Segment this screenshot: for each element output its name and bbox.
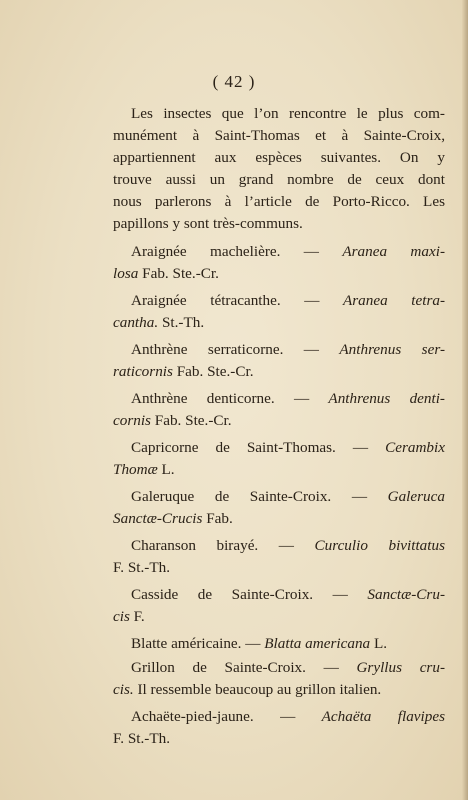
latin-name: cis. — [113, 681, 134, 698]
entry-line-2 — [113, 557, 445, 579]
common-name: Charanson birayé. — — [131, 537, 315, 554]
authority: L. — [157, 461, 175, 478]
latin-name: Gryllus cru- — [356, 659, 445, 676]
intro-line: munément à Saint-Thomas et à Sainte-Croix, — [113, 127, 445, 144]
species-entry — [113, 584, 445, 628]
common-name: Grillon de Sainte-Croix. — — [131, 659, 357, 676]
latin-name: Anthrenus ser- — [339, 341, 446, 358]
authority: F. St.-Th. — [113, 730, 171, 747]
authority: Fab. — [202, 510, 233, 527]
entry-line-1 — [113, 584, 445, 606]
species-entry — [113, 339, 445, 383]
entry-line-1 — [113, 486, 445, 508]
entry-line-1 — [113, 437, 445, 459]
latin-name: Galeruca — [387, 488, 445, 505]
entry-line-2 — [113, 508, 445, 530]
page-edge — [462, 0, 468, 800]
entry-line-2 — [113, 361, 445, 383]
entry-line-2 — [113, 606, 445, 628]
species-list — [113, 241, 445, 750]
latin-name: raticornis — [113, 363, 173, 380]
latin-name: cantha. — [113, 314, 159, 331]
latin-name: Sanctæ-Crucis — [113, 510, 203, 527]
authority: L. — [370, 635, 388, 652]
latin-name: Cerambix — [385, 439, 445, 456]
latin-name: Curculio bivittatus — [314, 537, 446, 554]
latin-name: Achaëta flavipes — [321, 708, 445, 725]
entry-line-1 — [113, 657, 445, 679]
common-name: Anthrène serraticorne. — — [131, 341, 340, 358]
latin-name: Blatta americana — [264, 635, 371, 652]
common-name: Araignée machelière. — — [131, 243, 343, 260]
latin-name: Thomæ — [113, 461, 158, 478]
entry-line-1 — [113, 633, 445, 655]
latin-name: Sanctæ-Cru- — [367, 586, 445, 603]
intro-line: trouve aussi un grand nombre de ceux dont — [113, 171, 445, 188]
entry-line-2 — [113, 410, 445, 432]
authority: F. — [129, 608, 145, 625]
latin-name: Anthrenus denti- — [328, 390, 445, 407]
species-entry — [113, 706, 445, 750]
species-entry — [113, 388, 445, 432]
entry-line-2 — [113, 459, 445, 481]
intro-line: appartiennent aux espèces suivantes. On y — [113, 149, 445, 166]
page-number: ( 42 ) — [212, 72, 256, 91]
latin-name: cis — [113, 608, 130, 625]
common-name: Blatte américaine. — — [131, 635, 265, 652]
entry-line-1 — [113, 339, 445, 361]
page-content — [113, 103, 445, 755]
latin-name: Aranea tetra- — [342, 292, 446, 309]
entry-line-1 — [113, 706, 445, 728]
species-entry — [113, 486, 445, 530]
intro-line: papillons y sont très-communs. — [113, 215, 303, 232]
latin-name: losa — [113, 265, 139, 282]
entry-line-1 — [113, 241, 445, 263]
intro-line: nous parlerons à l’article de Porto-Ricco. Les — [113, 193, 445, 210]
authority: St.-Th. — [158, 314, 205, 331]
species-entry — [113, 437, 445, 481]
species-entry — [113, 290, 445, 334]
entry-line-2 — [113, 728, 445, 750]
common-name: Anthrène denticorne. — — [131, 390, 329, 407]
common-name: Capricorne de Saint-Thomas. — — [131, 439, 386, 456]
entry-line-1 — [113, 535, 445, 557]
species-entry — [113, 633, 445, 655]
latin-name: cornis — [113, 412, 151, 429]
species-entry — [113, 535, 445, 579]
intro-paragraph — [113, 103, 445, 235]
note: Il ressemble beaucoup au grillon italien. — [133, 681, 382, 698]
authority: Fab. Ste.-Cr. — [172, 363, 254, 380]
latin-name: Aranea maxi- — [342, 243, 445, 260]
entry-line-1 — [113, 290, 445, 312]
entry-line-2 — [113, 679, 445, 701]
authority: Fab. Ste.-Cr. — [138, 265, 219, 282]
species-entry — [113, 241, 445, 285]
common-name: Galeruque de Sainte-Croix. — — [131, 488, 388, 505]
common-name: Araignée tétracanthe. — — [131, 292, 343, 309]
authority: Fab. Ste.-Cr. — [150, 412, 232, 429]
intro-line: Les insectes que l’on rencontre le plus com- — [131, 105, 445, 122]
species-entry — [113, 657, 445, 701]
entry-line-1 — [113, 388, 445, 410]
common-name: Casside de Sainte-Croix. — — [131, 586, 368, 603]
common-name: Achaëte-pied-jaune. — — [131, 708, 322, 725]
authority: F. St.-Th. — [113, 559, 171, 576]
entry-line-2 — [113, 312, 445, 334]
entry-line-2 — [113, 263, 445, 285]
